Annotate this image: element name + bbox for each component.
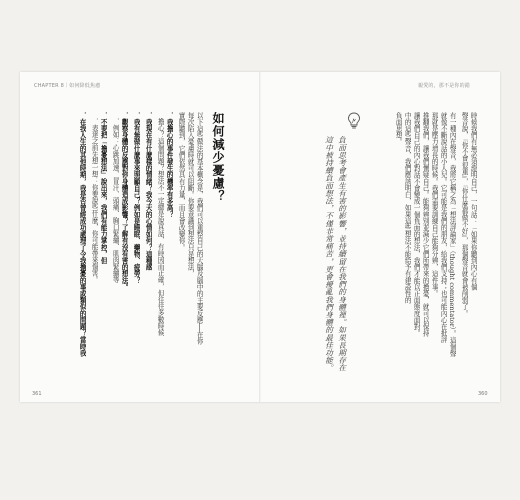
left-col-6: ．我現在有什麼樣的情緒？我今天的心情如何？這種感 bbox=[144, 112, 153, 271]
right-col-2: 聲音說，『你不會很重』，『你什麼都做不好』，那個聲音就會被削弱了。 bbox=[460, 112, 469, 317]
book-gutter bbox=[259, 72, 261, 402]
left-col-9: ．例如：心跳加速、冒汗、頭痛、胸口緊繃、肌肉緊繃等 bbox=[111, 118, 120, 283]
left-col-1: 以下這些做法的基本概念是，我們可以重整自己的大腦及腦中的主要反應──在你 bbox=[195, 112, 204, 345]
right-col-5: 那就是壓力增長的時候。我們需要訓練自己能夠分辨，這件事。 bbox=[430, 112, 439, 297]
lightbulb-icon bbox=[347, 112, 361, 130]
left-col-7: ．我有無做什麼事來照顧自己？例如是睡眠、藥物、疲勞？ bbox=[132, 112, 141, 284]
right-col-3: 有一種內在聲音，我將它稱之為「想法評論家」（thought commentator）。這個聲 bbox=[448, 112, 457, 357]
right-col-9: 負面思想。 bbox=[394, 112, 403, 145]
left-col-11: ．表達之前先想一想：你要說些什麼，你可能帶來傷害。 bbox=[90, 118, 99, 283]
right-running-head: 親愛的，那不是你的錯 bbox=[418, 83, 471, 89]
left-col-2: 每次陷入憂慮時就可以阻斷。你要意識到想法只是想法， bbox=[186, 112, 195, 277]
pull-quote-line-1: 負面思考會產生有害的影響，並持續留在我們的身體裡。如果長期存在 bbox=[337, 136, 347, 372]
right-col-6: 推翻我們，讓我們懷疑自己。能夠辨別並減少它們所帶來的擔憂，就可以保持 bbox=[421, 112, 430, 337]
section-title: 如何減少憂慮？ bbox=[211, 112, 225, 203]
right-col-7: 讓我們自己的內心對話不會變成一個負面的想法，我們才能以正面態度面對。 bbox=[412, 112, 421, 337]
left-folio: 361 bbox=[32, 391, 42, 397]
left-col-3: 實際聽到，它們依然具有力量，而且會改變你。 bbox=[177, 112, 186, 251]
right-col-4: 就像不斷說話的小人兒。它可能是我們的朋友，給我們支持；也可能內心在批評 bbox=[439, 112, 448, 343]
right-col-8: 中的這些聲音，我們應該明白，如果這些想法不能給予有建設性的 bbox=[403, 112, 412, 304]
left-col-5: 擔心？這個問題？想法不一定總是說真話，有時因而正確，但往往多數時候 bbox=[156, 118, 165, 336]
right-folio: 360 bbox=[478, 391, 488, 397]
pull-quote-line-2: 這中被持續負面想法，不僅非常痛苦，更會擾亂我們身體的最佳功能。 bbox=[324, 136, 334, 372]
left-running-head: CHAPTER 8｜如何降低焦慮 bbox=[34, 83, 101, 89]
left-col-10: ．不要把「擔憂想法」說出來，我們有能力掌控，但 bbox=[99, 112, 108, 264]
left-col-4: ．我擔心的事件發生的機率有多高？ bbox=[165, 112, 174, 218]
right-col-1: 時候我們有無必須證明自己，一句話：「如果你聽到內心有個 bbox=[469, 112, 478, 291]
left-col-8: ．觀察身體的反應對你身體造成影響？了解有沒有害的想法。 bbox=[120, 112, 129, 291]
left-col-12: ．在我人生的其他時期，我是否曾經成功處理了令我擔憂的事或類似的問題？當時我 bbox=[78, 112, 87, 357]
